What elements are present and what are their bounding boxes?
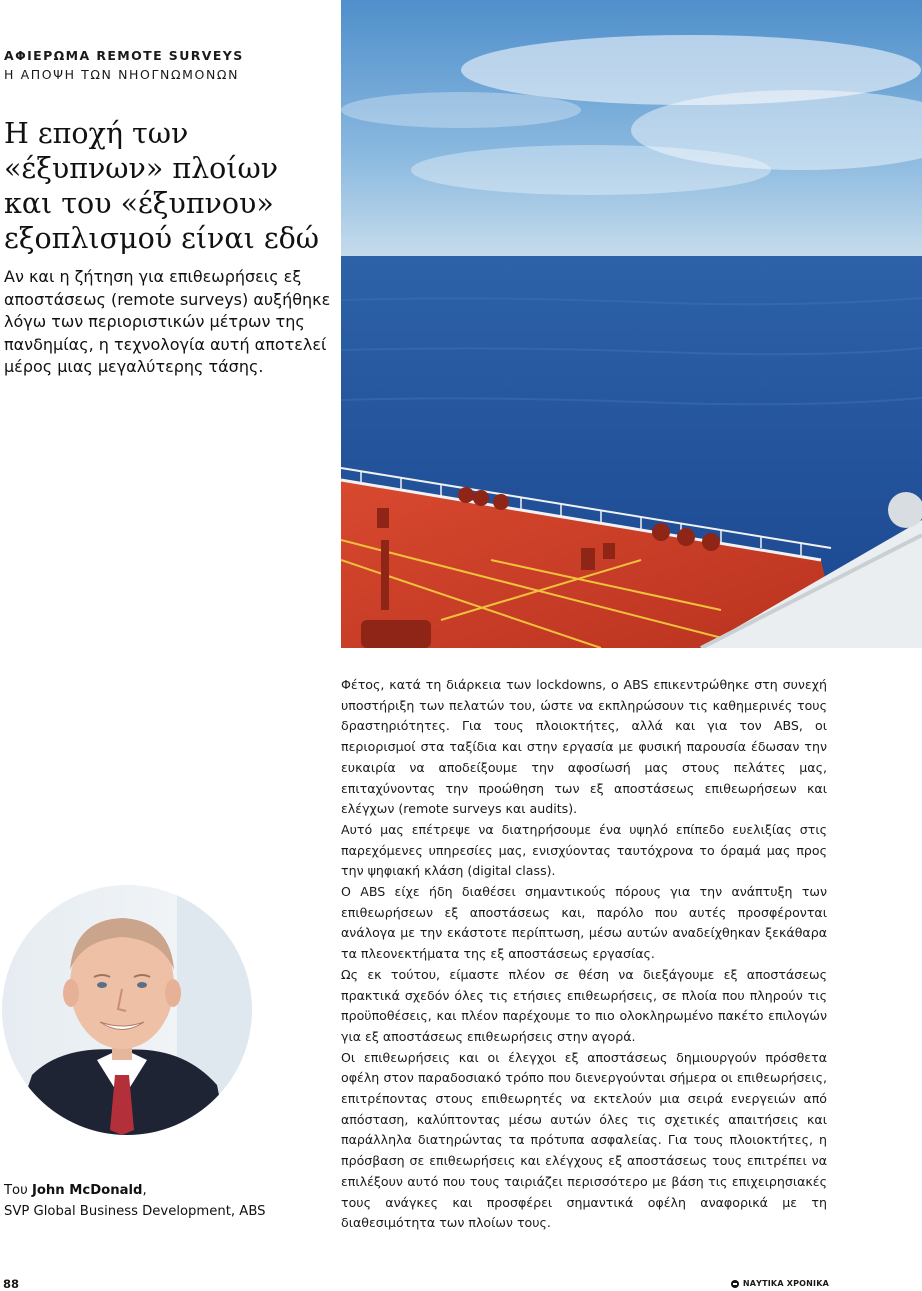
headline-line: Η εποχή των — [4, 117, 189, 150]
article-headline — [4, 116, 336, 256]
kicker-title: ΑΦΙΕΡΩΜΑ REMOTE SURVEYS — [4, 48, 244, 63]
body-paragraph: Φέτος, κατά τη διάρκεια των lockdowns, ο ABS επικεντρώθηκε στη συνεχή υποστήριξη των πελατών του, ώστε να εκπληρώσουν τις καθημερινές τους δραστηριότητες. Για τους πλοιοκτήτες, αλλά και για τον ABS, οι περιορισμοί στα ταξίδια και στην εργασία με φυσική παρουσία έδωσαν την ευκαιρία να αποδείξουμε την αφοσίωσή μας στους πελάτες μας, επιταχύνοντας την προώθηση των εξ αποστάσεως επιθεωρήσεων και ελέγχων (remote surveys και audits). — [341, 677, 827, 817]
author-name: John McDonald — [31, 1183, 143, 1198]
body-paragraph: Ο ABS είχε ήδη διαθέσει σημαντικούς πόρους για την ανάπτυξη των επιθεωρήσεων εξ αποστάσεως και, παρόλο που αυτές προσφέρονται ανάλογα με την εκάστοτε περίπτωση, μέσω αυτών αναδείχθηκαν ξεκάθαρα τα πλεονεκτήματα της εξ αποστάσεως εργασίας. — [341, 884, 827, 962]
publication-name: ΝΑΥΤΙΚΑ ΧΡΟΝΙΚΑ — [742, 1279, 829, 1288]
article-body — [341, 675, 827, 1234]
byline-prefix: Του — [4, 1183, 32, 1198]
byline-name-line — [4, 1180, 334, 1201]
byline-suffix: , — [142, 1183, 147, 1198]
headline-line: «έξυπνων» πλοίων — [4, 152, 279, 185]
article-lead: Αν και η ζήτηση για επιθεωρήσεις εξ αποστάσεως (remote surveys) αυξήθηκε λόγω των περιοριστικών μέτρων της πανδημίας, η τεχνολογία αυτή αποτελεί μέρος μιας μεγαλύτερης τάσης. — [4, 267, 331, 376]
body-paragraph: Αυτό μας επέτρεψε να διατηρήσουμε ένα υψηλό επίπεδο ευελιξίας στις παρεχόμενες υπηρεσίες μας, ενισχύοντας ταυτόχρονα το όραμά μας προς την ψηφιακή κλάση (digital class). — [341, 821, 827, 879]
page-number: 88 — [3, 1277, 20, 1291]
publication-footer — [731, 1279, 829, 1288]
headline-line: και του «έξυπνου» — [4, 187, 274, 220]
author-byline — [4, 1180, 334, 1222]
section-kicker — [4, 46, 334, 84]
publication-logo-icon — [731, 1280, 739, 1288]
kicker-subtitle: Η ΑΠΟΨΗ ΤΩΝ ΝΗΟΓΝΩΜΟΝΩΝ — [4, 67, 240, 82]
body-paragraph: Οι επιθεωρήσεις και οι έλεγχοι εξ αποστάσεως δημιουργούν πρόσθετα οφέλη στον παραδοσιακό τρόπο που διενεργούνται σήμερα οι επιθεωρήσεις, επιτρέποντας στους επιθεωρητές να εκτελούν μια σειρά ενεργειών από απόσταση, καλύπτοντας μέσω αυτών όλες τις σχετικές απαιτήσεις και παράλληλα διατηρώντας τα πρότυπα ασφαλείας. Για τους πλοιοκτήτες, η πρόσβαση σε επιθεωρήσεις και ελέγχους εξ αποστάσεως τους επιτρέπει να επιλέξουν αυτό που τους ταιριάζει περισσότερο με βάση τις επιχειρησιακές τους ανάγκες και προσφέρει σημαντικά οφέλη αναφορικά με τη διαθεσιμότητα των πλοίων τους. — [341, 1049, 827, 1231]
hero-photo-ship-deck — [341, 0, 922, 648]
headline-line: εξοπλισμού είναι εδώ — [4, 222, 320, 255]
author-portrait — [2, 885, 252, 1135]
body-paragraph: Ως εκ τούτου, είμαστε πλέον σε θέση να διεξάγουμε εξ αποστάσεως πρακτικά σχεδόν όλες τις ετήσιες επιθεωρήσεις, σε πλοία που πληρούν τις προϋποθέσεις, και πλέον παρέχουμε το πιο ολοκληρωμένο πακέτο επιλογών για εξ αποστάσεως επιθεωρήσεις στην αγορά. — [341, 966, 827, 1044]
author-role: SVP Global Business Development, ABS — [4, 1204, 266, 1219]
